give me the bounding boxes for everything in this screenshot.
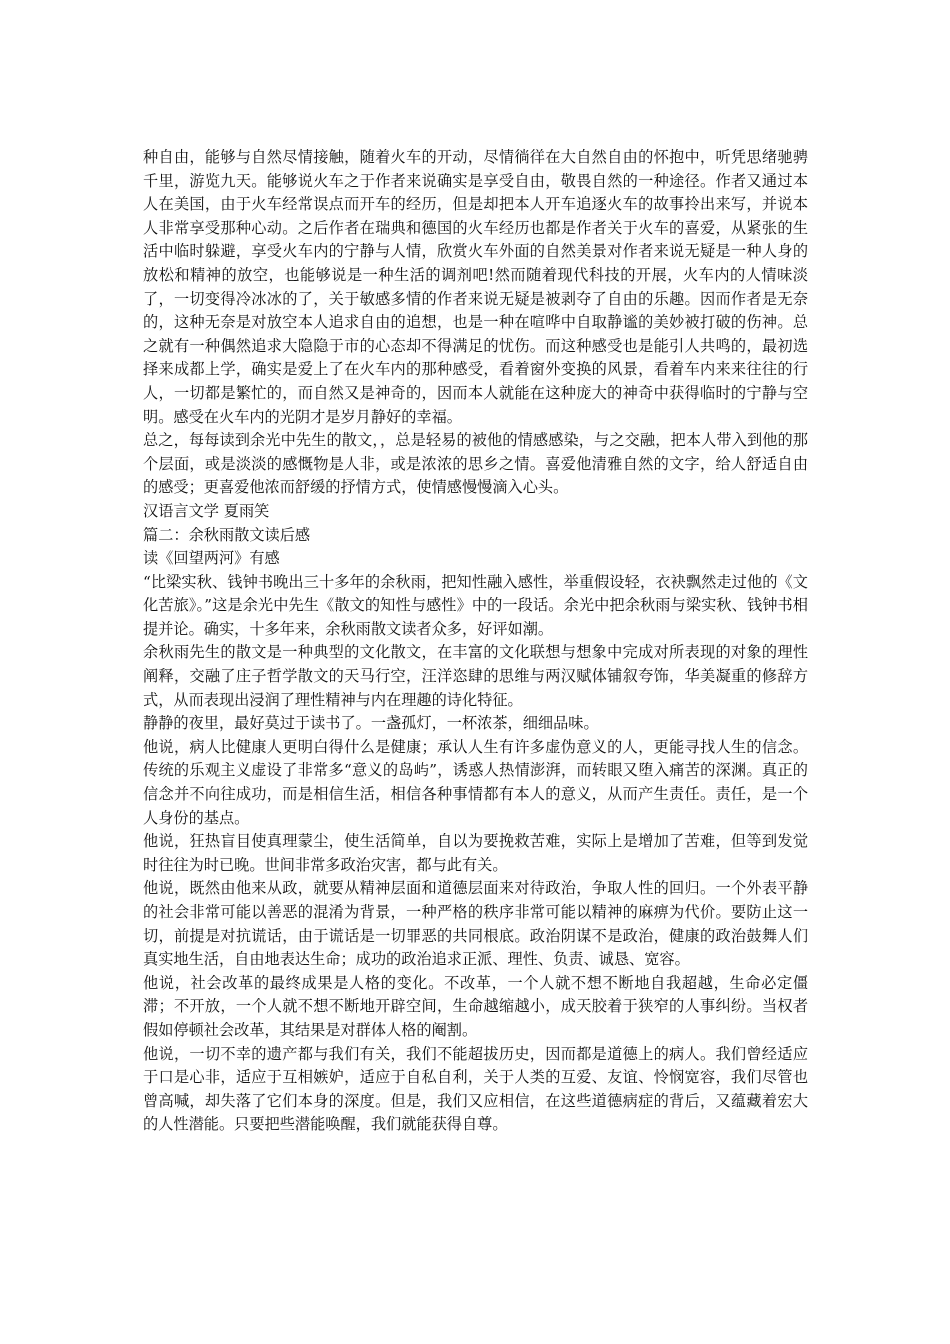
author-signature: 汉语言文学 夏雨笑 <box>143 501 270 520</box>
paragraph-he-said-1: 他说，病人比健康人更明白得什么是健康；承认人生有许多虚伪意义的人，更能寻找人生的信念。传统的乐观主义虚设了非常多“意义的岛屿”，诱惑人热情澎湃，而转眼又堕入痛苦的深渊。真正的信念并不向往成功，而是相信生活，相信各种事情都有本人的意义，从而产生责任。责任，是一个人身份的基点。 <box>143 737 808 827</box>
paragraph-cultural-prose: 余秋雨先生的散文是一种典型的文化散文，在丰富的文化联想与想象中完成对所表现的对象的理性阐释，交融了庄子哲学散文的天马行空，汪洋恣肆的思维与两汉赋体铺叙夸饰，华美凝重的修辞方式，从而表现出浸润了理性精神与内在理趣的诗化特征。 <box>143 643 808 709</box>
paragraph-he-said-2: 他说，狂热盲目使真理蒙尘，使生活简单，自以为要挽救苦难，实际上是增加了苦难，但等到发觉时往往为时已晚。世间非常多政治灾害，都与此有关。 <box>143 832 808 874</box>
paragraph-summary: 总之，每每读到余光中先生的散文，，总是轻易的被他的情感感染，与之交融，把本人带入到他的那个层面，或是淡淡的感慨物是人非，或是浓浓的思乡之情。喜爱他清雅自然的文字，给人舒适自由的感受；更喜爱他浓而舒缓的抒情方式，使情感慢慢滴入心头。 <box>143 431 808 497</box>
paragraph-quiet-night: 静静的夜里，最好莫过于读书了。一盏孤灯，一杯浓茶，细细品味。 <box>143 714 599 733</box>
paragraph-freedom-train: 种自由，能够与自然尽情接触，随着火车的开动，尽情徜徉在大自然自由的怀抱中，听凭思绪驰骋千里，游览九天。能够说火车之于作者来说确实是享受自由，敬畏自然的一种途径。作者又通过本人在美国，由于火车经常误点而开车的经历，但是却把本人开车追逐火车的故事拎出来写，并说本人非常享受那种心动。之后作者在瑞典和德国的火车经历也都是作者关于火车的喜爱，从紧张的生活中临时躲避，享受火车内的宁静与人情，欣赏火车外面的自然美景对作者来说无疑是一种人身的放松和精神的放空，也能够说是一种生活的调剂吧!然而随着现代科技的开展，火车内的人情味淡了，一切变得冷冰冰的了，关于敏感多情的作者来说无疑是被剥夺了自由的乐趣。因而作者是无奈的，这种无奈是对放空本人追求自由的追想，也是一种在喧哗中自取静谧的美妙被打破的伤神。总之就有一种偶然追求大隐隐于市的心态却不得满足的忧伤。而这种感受也是能引人共鸣的，最初选择来成都上学，确实是爱上了在火车内的那种感受，看着窗外变换的风景，看着车内来来往往的行人，一切都是繁忙的，而自然又是神奇的，因而本人就能在这种庞大的神奇中获得临时的宁静与空明。感受在火车内的光阴才是岁月静好的幸福。 <box>143 148 808 426</box>
paragraph-he-said-5: 他说，一切不幸的遗产都与我们有关，我们不能超拔历史，因而都是道德上的病人。我们曾经适应于口是心非，适应于互相嫉妒，适应于自私自利，关于人类的互爱、友谊、怜悯宽容，我们尽管也曾高喊，却失落了它们本身的深度。但是，我们又应相信，在这些道德病症的背后，又蕴藏着宏大的人性潜能。只要把些潜能唤醒，我们就能获得自尊。 <box>143 1044 808 1134</box>
paragraph-he-said-3: 他说，既然由他来从政，就要从精神层面和道德层面来对待政治，争取人性的回归。一个外表平静的社会非常可能以善恶的混淆为背景，一种严格的秩序非常可能以精神的麻痹为代价。要防止这一切，前提是对抗谎话，由于谎话是一切罪恶的共同根底。政治阴谋不是政治，健康的政治鼓舞人们真实地生活，自由地表达生命；成功的政治追求正派、理性、负责、诚恳、宽容。 <box>143 879 808 969</box>
paragraph-he-said-4: 他说，社会改革的最终成果是人格的变化。不改革，一个人就不想不断地自我超越，生命必定僵滞；不开放，一个人就不想不断地开辟空间，生命越缩越小，成天胶着于狭窄的人事纠纷。当权者假如停顿社会改革，其结果是对群体人格的阉割。 <box>143 973 808 1039</box>
article-title: 读《回望两河》有感 <box>143 549 280 568</box>
document-body <box>143 146 808 1137</box>
paragraph-quote: “比梁实秋、钱钟书晚出三十多年的余秋雨，把知性融入感性，举重假设轻，衣袂飘然走过他的《文化苦旅》。”这是余光中先生《散文的知性与感性》中的一段话。余光中把余秋雨与梁实秋、钱钟书相提并论。确实，十多年来，余秋雨散文读者众多，好评如潮。 <box>143 572 808 638</box>
section-heading: 篇二：余秋雨散文读后感 <box>143 525 311 544</box>
